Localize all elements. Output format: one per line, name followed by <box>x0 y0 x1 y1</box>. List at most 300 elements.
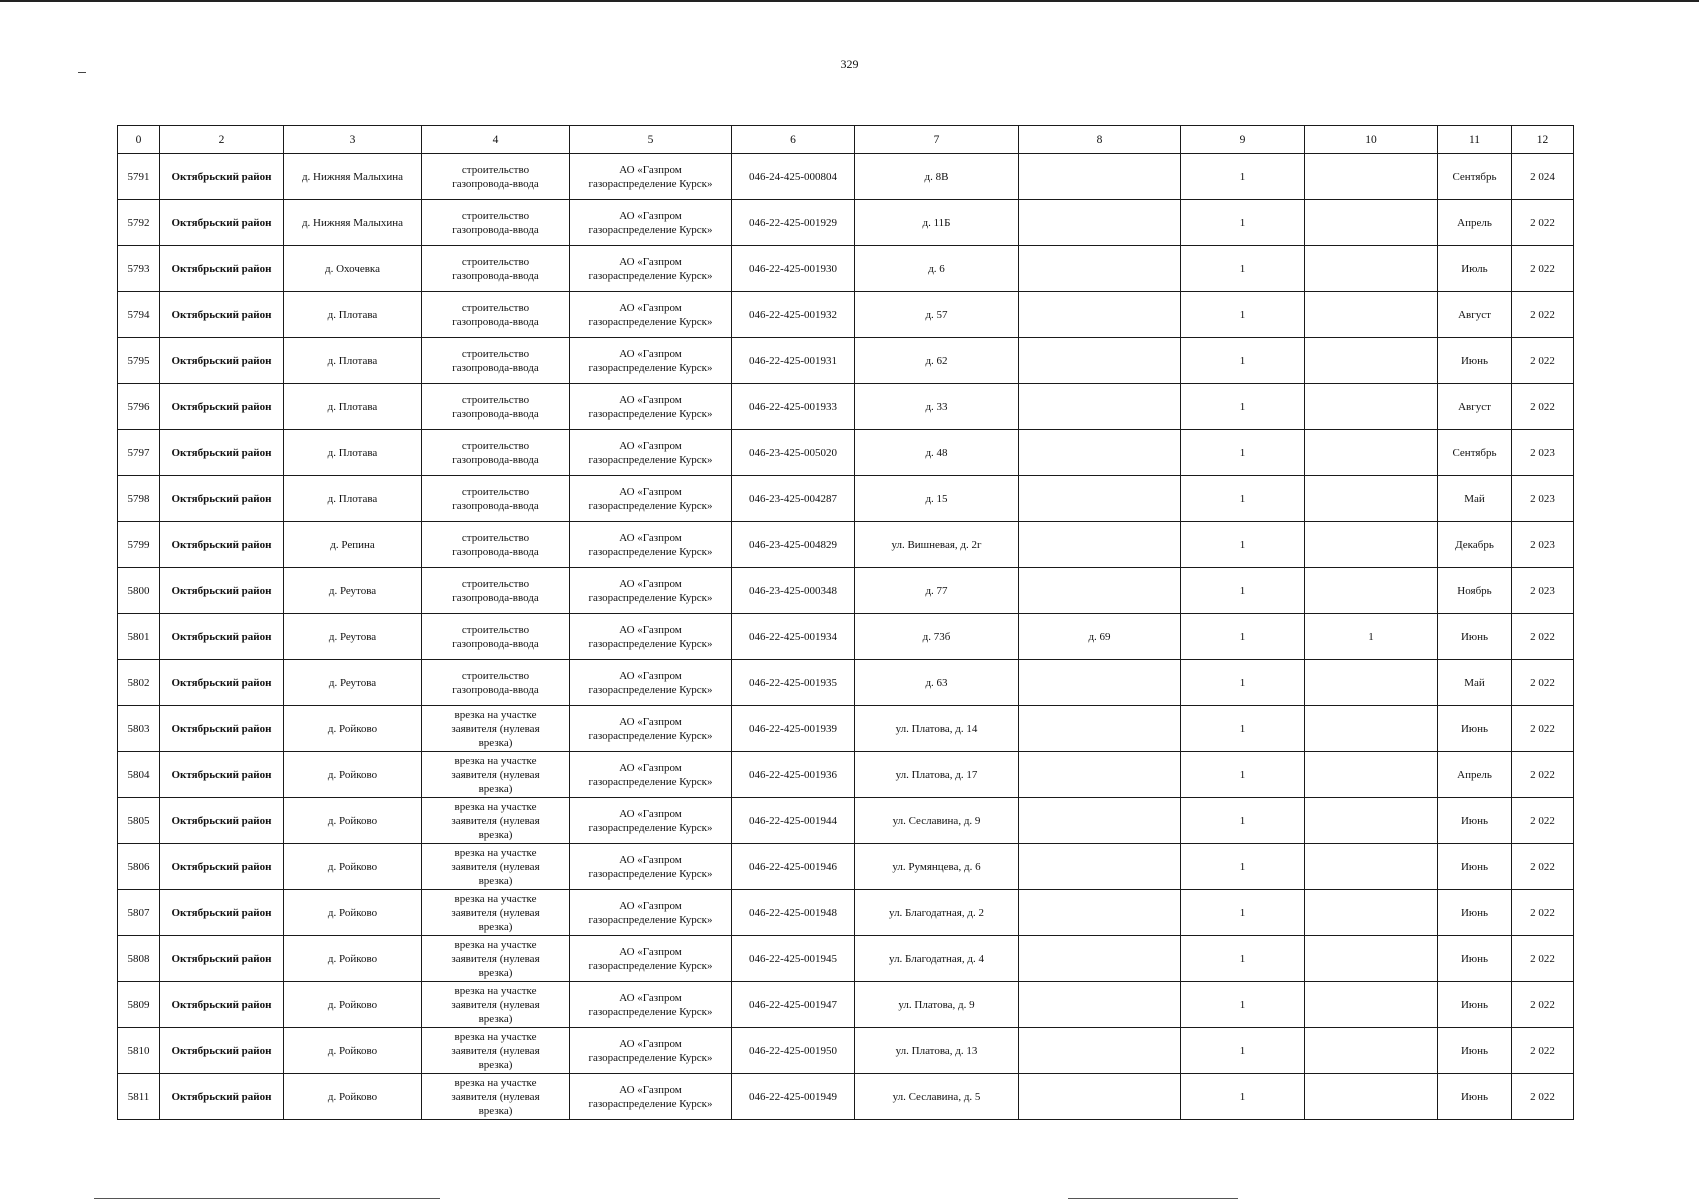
cell-organization-text: АО «Газпром <box>619 1037 682 1050</box>
column-header: 8 <box>1019 126 1181 154</box>
cell-locality <box>284 614 422 660</box>
cell-work-type-text: врезка на участке <box>454 892 537 905</box>
cell-month <box>1438 292 1512 338</box>
cell-number-text: 5797 <box>127 446 150 459</box>
cell-organization <box>570 1028 732 1074</box>
cell-month <box>1438 430 1512 476</box>
cell-col9-text: 1 <box>1239 676 1246 689</box>
cell-number-text: 5791 <box>127 170 150 183</box>
cell-year-text: 2 022 <box>1530 216 1555 229</box>
cell-code <box>732 338 855 384</box>
cell-col9-text: 1 <box>1239 630 1246 643</box>
cell-code <box>732 936 855 982</box>
cell-col9 <box>1181 568 1305 614</box>
cell-col9 <box>1181 844 1305 890</box>
cell-work-type-text: заявителя (нулевая <box>451 998 540 1011</box>
column-header: 5 <box>570 126 732 154</box>
cell-work-type-text: газопровода-ввода <box>452 315 539 328</box>
cell-district-text: Октябрьский район <box>171 1090 272 1103</box>
cell-code <box>732 844 855 890</box>
cell-code <box>732 798 855 844</box>
cell-col9-text: 1 <box>1239 400 1246 413</box>
cell-work-type-text: газопровода-ввода <box>452 591 539 604</box>
top-border-line <box>0 0 1699 2</box>
cell-number <box>118 384 160 430</box>
cell-code-text: 046-22-425-001935 <box>749 676 837 689</box>
table-row <box>118 154 1574 200</box>
cell-col9-text: 1 <box>1239 722 1246 735</box>
cell-address-text: д. 6 <box>928 262 945 275</box>
cell-year <box>1512 200 1574 246</box>
cell-number-text: 5804 <box>127 768 150 781</box>
cell-col10 <box>1305 338 1438 384</box>
cell-code <box>732 568 855 614</box>
cell-organization-text: газораспределение Курск» <box>588 1005 713 1018</box>
cell-district-text: Октябрьский район <box>171 216 272 229</box>
cell-month-text: Июнь <box>1460 814 1489 827</box>
cell-col9 <box>1181 522 1305 568</box>
table-row <box>118 982 1574 1028</box>
cell-month-text: Июнь <box>1460 722 1489 735</box>
cell-locality <box>284 522 422 568</box>
cell-month-text: Ноябрь <box>1457 584 1492 597</box>
cell-month-text: Август <box>1458 308 1491 321</box>
cell-month <box>1438 522 1512 568</box>
cell-work-type <box>422 522 570 568</box>
cell-organization <box>570 798 732 844</box>
cell-col9 <box>1181 936 1305 982</box>
cell-address-text: ул. Платова, д. 17 <box>895 768 978 781</box>
cell-month <box>1438 936 1512 982</box>
cell-number <box>118 522 160 568</box>
cell-organization-text: АО «Газпром <box>619 715 682 728</box>
cell-work-type <box>422 982 570 1028</box>
cell-work-type-text: врезка на участке <box>454 1030 537 1043</box>
cell-district-text: Октябрьский район <box>171 170 272 183</box>
cell-work-type-text: заявителя (нулевая <box>451 814 540 827</box>
cell-month <box>1438 798 1512 844</box>
column-header: 10 <box>1305 126 1438 154</box>
cell-number-text: 5793 <box>127 262 150 275</box>
cell-year-text: 2 022 <box>1530 860 1555 873</box>
cell-year <box>1512 246 1574 292</box>
cell-address <box>855 200 1019 246</box>
cell-district <box>160 706 284 752</box>
table-row <box>118 476 1574 522</box>
cell-col8 <box>1019 522 1181 568</box>
cell-organization-text: АО «Газпром <box>619 163 682 176</box>
cell-organization <box>570 384 732 430</box>
cell-month-text: Сентябрь <box>1452 446 1497 459</box>
cell-organization <box>570 982 732 1028</box>
cell-work-type-text: газопровода-ввода <box>452 683 539 696</box>
cell-district <box>160 752 284 798</box>
cell-month-text: Июнь <box>1460 1090 1489 1103</box>
cell-address <box>855 338 1019 384</box>
cell-organization-text: газораспределение Курск» <box>588 361 713 374</box>
cell-col9-text: 1 <box>1239 170 1246 183</box>
cell-district <box>160 522 284 568</box>
cell-code <box>732 1074 855 1120</box>
cell-col10 <box>1305 154 1438 200</box>
cell-locality-text: д. Плотава <box>327 492 378 505</box>
cell-work-type-text: заявителя (нулевая <box>451 860 540 873</box>
cell-number-text: 5803 <box>127 722 150 735</box>
cell-district-text: Октябрьский район <box>171 814 272 827</box>
cell-year-text: 2 024 <box>1530 170 1555 183</box>
cell-locality <box>284 798 422 844</box>
cell-address-text: ул. Платова, д. 14 <box>895 722 978 735</box>
cell-col9 <box>1181 706 1305 752</box>
cell-locality <box>284 568 422 614</box>
cell-organization-text: АО «Газпром <box>619 439 682 452</box>
cell-address-text: ул. Благодатная, д. 2 <box>889 906 984 919</box>
cell-code <box>732 246 855 292</box>
cell-address <box>855 614 1019 660</box>
cell-address <box>855 154 1019 200</box>
cell-locality-text: д. Нижняя Малыхина <box>301 170 404 183</box>
cell-address-text: ул. Вишневая, д. 2г <box>891 538 982 551</box>
cell-organization-text: АО «Газпром <box>619 623 682 636</box>
cell-organization-text: АО «Газпром <box>619 945 682 958</box>
cell-number <box>118 890 160 936</box>
cell-locality <box>284 706 422 752</box>
cell-work-type-text: врезка на участке <box>454 846 537 859</box>
cell-address <box>855 384 1019 430</box>
cell-code-text: 046-22-425-001936 <box>749 768 837 781</box>
cell-col8 <box>1019 936 1181 982</box>
cell-col10 <box>1305 936 1438 982</box>
cell-organization <box>570 154 732 200</box>
cell-code <box>732 200 855 246</box>
cell-organization-text: газораспределение Курск» <box>588 407 713 420</box>
cell-district <box>160 982 284 1028</box>
cell-work-type-text: газопровода-ввода <box>452 407 539 420</box>
cell-col9-text: 1 <box>1239 492 1246 505</box>
cell-organization-text: газораспределение Курск» <box>588 223 713 236</box>
cell-locality-text: д. Ройково <box>327 814 378 827</box>
cell-col10 <box>1305 890 1438 936</box>
cell-district-text: Октябрьский район <box>171 768 272 781</box>
cell-address-text: д. 15 <box>925 492 948 505</box>
cell-month <box>1438 338 1512 384</box>
cell-year-text: 2 022 <box>1530 952 1555 965</box>
cell-district-text: Октябрьский район <box>171 584 272 597</box>
cell-month <box>1438 1028 1512 1074</box>
cell-month-text: Июнь <box>1460 860 1489 873</box>
cell-col8-text: д. 69 <box>1088 630 1111 643</box>
cell-address <box>855 292 1019 338</box>
cell-work-type <box>422 890 570 936</box>
cell-col9 <box>1181 614 1305 660</box>
cell-col10 <box>1305 246 1438 292</box>
table-row <box>118 936 1574 982</box>
cell-locality <box>284 292 422 338</box>
cell-code-text: 046-22-425-001932 <box>749 308 837 321</box>
cell-col10 <box>1305 476 1438 522</box>
cell-work-type <box>422 752 570 798</box>
cell-work-type <box>422 844 570 890</box>
table-row <box>118 890 1574 936</box>
cell-district <box>160 154 284 200</box>
cell-col10 <box>1305 660 1438 706</box>
cell-number <box>118 614 160 660</box>
cell-address-text: д. 33 <box>925 400 948 413</box>
cell-work-type-text: врезка на участке <box>454 1076 537 1089</box>
cell-district-text: Октябрьский район <box>171 630 272 643</box>
cell-year-text: 2 022 <box>1530 400 1555 413</box>
cell-col9-text: 1 <box>1239 998 1246 1011</box>
cell-year <box>1512 1074 1574 1120</box>
cell-col8 <box>1019 154 1181 200</box>
cell-work-type <box>422 660 570 706</box>
cell-col8 <box>1019 614 1181 660</box>
cell-col10 <box>1305 1074 1438 1120</box>
cell-organization-text: АО «Газпром <box>619 531 682 544</box>
cell-col9-text: 1 <box>1239 308 1246 321</box>
cell-address-text: ул. Платова, д. 9 <box>898 998 975 1011</box>
cell-code-text: 046-22-425-001930 <box>749 262 837 275</box>
cell-col8 <box>1019 844 1181 890</box>
cell-district-text: Октябрьский район <box>171 952 272 965</box>
cell-work-type-text: строительство <box>461 209 530 222</box>
cell-address <box>855 1028 1019 1074</box>
cell-col8 <box>1019 384 1181 430</box>
table-row <box>118 798 1574 844</box>
cell-col9-text: 1 <box>1239 952 1246 965</box>
cell-col8 <box>1019 568 1181 614</box>
cell-year <box>1512 154 1574 200</box>
cell-district <box>160 844 284 890</box>
cell-year <box>1512 982 1574 1028</box>
cell-organization-text: газораспределение Курск» <box>588 821 713 834</box>
cell-code-text: 046-22-425-001948 <box>749 906 837 919</box>
cell-address-text: д. 73б <box>922 630 951 643</box>
cell-number <box>118 338 160 384</box>
cell-address-text: д. 63 <box>925 676 948 689</box>
cell-organization-text: газораспределение Курск» <box>588 729 713 742</box>
cell-locality-text: д. Ройково <box>327 722 378 735</box>
cell-col8 <box>1019 752 1181 798</box>
cell-code-text: 046-22-425-001945 <box>749 952 837 965</box>
cell-year <box>1512 614 1574 660</box>
cell-work-type-text: строительство <box>461 485 530 498</box>
cell-month-text: Май <box>1464 676 1485 689</box>
cell-organization-text: газораспределение Курск» <box>588 545 713 558</box>
cell-col10 <box>1305 844 1438 890</box>
cell-locality-text: д. Ройково <box>327 998 378 1011</box>
cell-col8 <box>1019 246 1181 292</box>
column-header: 12 <box>1512 126 1574 154</box>
cell-col10 <box>1305 522 1438 568</box>
cell-organization-text: газораспределение Курск» <box>588 177 713 190</box>
scan-mark <box>78 72 86 73</box>
cell-organization-text: газораспределение Курск» <box>588 1097 713 1110</box>
cell-number <box>118 200 160 246</box>
cell-district <box>160 798 284 844</box>
cell-work-type-text: газопровода-ввода <box>452 637 539 650</box>
cell-locality-text: д. Ройково <box>327 768 378 781</box>
cell-number <box>118 1074 160 1120</box>
cell-code <box>732 384 855 430</box>
cell-address <box>855 706 1019 752</box>
cell-address <box>855 430 1019 476</box>
cell-address-text: д. 62 <box>925 354 948 367</box>
cell-locality-text: д. Ройково <box>327 952 378 965</box>
table-row <box>118 430 1574 476</box>
cell-work-type <box>422 706 570 752</box>
table-row <box>118 200 1574 246</box>
cell-locality <box>284 476 422 522</box>
cell-district <box>160 1074 284 1120</box>
table-row <box>118 1074 1574 1120</box>
cell-code <box>732 614 855 660</box>
cell-address <box>855 752 1019 798</box>
cell-district-text: Октябрьский район <box>171 998 272 1011</box>
page-number: 329 <box>840 57 859 71</box>
cell-organization-text: газораспределение Курск» <box>588 499 713 512</box>
cell-col9 <box>1181 890 1305 936</box>
cell-work-type-text: газопровода-ввода <box>452 499 539 512</box>
cell-locality-text: д. Реутова <box>328 584 377 597</box>
cell-col10 <box>1305 982 1438 1028</box>
cell-address-text: ул. Платова, д. 13 <box>895 1044 978 1057</box>
cell-year <box>1512 568 1574 614</box>
cell-address <box>855 890 1019 936</box>
cell-locality <box>284 430 422 476</box>
cell-work-type-text: строительство <box>461 623 530 636</box>
cell-month-text: Июнь <box>1460 906 1489 919</box>
cell-col9-text: 1 <box>1239 446 1246 459</box>
cell-year-text: 2 022 <box>1530 906 1555 919</box>
cell-district-text: Октябрьский район <box>171 446 272 459</box>
cell-number-text: 5801 <box>127 630 150 643</box>
cell-year <box>1512 936 1574 982</box>
table-row <box>118 246 1574 292</box>
cell-district <box>160 384 284 430</box>
cell-organization <box>570 292 732 338</box>
cell-year <box>1512 1028 1574 1074</box>
table-row <box>118 706 1574 752</box>
cell-col9-text: 1 <box>1239 768 1246 781</box>
cell-code-text: 046-22-425-001929 <box>749 216 837 229</box>
cell-address <box>855 1074 1019 1120</box>
cell-code-text: 046-22-425-001934 <box>749 630 837 643</box>
bottom-line-left <box>94 1198 440 1199</box>
cell-district <box>160 430 284 476</box>
cell-work-type-text: строительство <box>461 163 530 176</box>
cell-organization-text: АО «Газпром <box>619 669 682 682</box>
cell-month-text: Июнь <box>1460 952 1489 965</box>
column-header: 9 <box>1181 126 1305 154</box>
cell-work-type <box>422 476 570 522</box>
cell-number <box>118 844 160 890</box>
cell-month <box>1438 154 1512 200</box>
cell-number <box>118 798 160 844</box>
cell-code <box>732 430 855 476</box>
cell-locality-text: д. Охочевка <box>324 262 380 275</box>
cell-work-type-text: газопровода-ввода <box>452 453 539 466</box>
cell-work-type-text: врезка) <box>478 828 513 841</box>
cell-year <box>1512 384 1574 430</box>
cell-code <box>732 154 855 200</box>
cell-code-text: 046-22-425-001939 <box>749 722 837 735</box>
cell-organization-text: АО «Газпром <box>619 485 682 498</box>
cell-organization-text: АО «Газпром <box>619 991 682 1004</box>
cell-work-type-text: заявителя (нулевая <box>451 952 540 965</box>
cell-locality-text: д. Ройково <box>327 906 378 919</box>
cell-number-text: 5809 <box>127 998 150 1011</box>
cell-organization-text: АО «Газпром <box>619 347 682 360</box>
cell-number-text: 5807 <box>127 906 150 919</box>
cell-code <box>732 706 855 752</box>
cell-code-text: 046-22-425-001931 <box>749 354 837 367</box>
cell-col8 <box>1019 890 1181 936</box>
cell-col10 <box>1305 384 1438 430</box>
cell-month-text: Декабрь <box>1455 538 1494 551</box>
cell-organization <box>570 338 732 384</box>
cell-year-text: 2 023 <box>1530 584 1555 597</box>
cell-month <box>1438 660 1512 706</box>
cell-organization <box>570 430 732 476</box>
table-row <box>118 338 1574 384</box>
cell-col10 <box>1305 292 1438 338</box>
cell-month-text: Июнь <box>1460 354 1489 367</box>
cell-work-type-text: газопровода-ввода <box>452 223 539 236</box>
cell-work-type <box>422 936 570 982</box>
cell-number-text: 5792 <box>127 216 150 229</box>
cell-year-text: 2 023 <box>1530 446 1555 459</box>
cell-locality <box>284 1028 422 1074</box>
cell-organization-text: АО «Газпром <box>619 853 682 866</box>
cell-month <box>1438 568 1512 614</box>
cell-code-text: 046-22-425-001950 <box>749 1044 837 1057</box>
cell-locality <box>284 384 422 430</box>
cell-organization <box>570 660 732 706</box>
cell-code-text: 046-22-425-001944 <box>749 814 837 827</box>
cell-number <box>118 292 160 338</box>
cell-district <box>160 890 284 936</box>
cell-month-text: Июнь <box>1460 998 1489 1011</box>
cell-year-text: 2 022 <box>1530 1044 1555 1057</box>
cell-work-type <box>422 568 570 614</box>
column-header: 0 <box>118 126 160 154</box>
cell-month <box>1438 614 1512 660</box>
cell-col10-text: 1 <box>1368 630 1374 643</box>
cell-organization-text: АО «Газпром <box>619 807 682 820</box>
cell-col9-text: 1 <box>1239 262 1246 275</box>
cell-organization <box>570 568 732 614</box>
cell-col10 <box>1305 1028 1438 1074</box>
cell-code <box>732 752 855 798</box>
table-row <box>118 752 1574 798</box>
cell-locality-text: д. Реутова <box>328 676 377 689</box>
cell-number <box>118 154 160 200</box>
cell-month <box>1438 246 1512 292</box>
cell-number-text: 5802 <box>127 676 150 689</box>
cell-code-text: 046-22-425-001946 <box>749 860 837 873</box>
table-row <box>118 522 1574 568</box>
cell-work-type <box>422 430 570 476</box>
cell-locality <box>284 660 422 706</box>
cell-district-text: Октябрьский район <box>171 860 272 873</box>
cell-work-type-text: врезка) <box>478 1012 513 1025</box>
cell-organization-text: газораспределение Курск» <box>588 867 713 880</box>
cell-work-type-text: заявителя (нулевая <box>451 722 540 735</box>
cell-month-text: Апрель <box>1457 216 1492 229</box>
cell-number-text: 5800 <box>127 584 150 597</box>
cell-district <box>160 660 284 706</box>
